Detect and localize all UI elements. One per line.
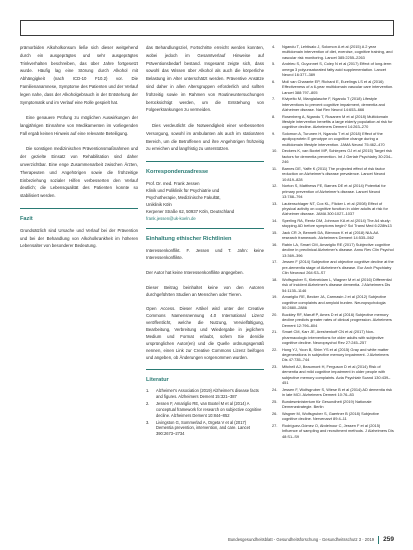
reference-item: 25. Bundesministerium für Gesundheit (2019) Nationale Demenzstrategie. Berlin: [272, 398, 372, 410]
reference-item: 5. Andrieu S, Guyonnet S, Coley N et al (2017) Effect of long-term omega 3 polyunsaturated fatty acid supplementation. Lancet Neurol 16:377–389: [272, 61, 392, 78]
paragraph: Eine genauere Prüfung zu möglichen Auswirkungen der langjährigen Einnahme von Medikamenten im vorliegenden Fall ergab keinen Hinweis auf eine relevante Beteiligung.: [20, 115, 138, 136]
page-number: 259: [378, 536, 394, 544]
ethics-line: Der Autor hat keine Interessenkonflikte angegeben.: [146, 269, 244, 275]
reference-item: 1. Alzheimer's Association (2019) Alzheimer's disease facts and figures. Alzheimers Dement 15:321–387: [146, 388, 259, 399]
reference-item: 15. Jack CR Jr, Bennett DA, Blennow K et al (2018) NIA-AA research framework. Alzheimers Dement 14:535–562: [272, 230, 379, 241]
address-line: Klinik und Poliklinik für Psychiatrie und: [146, 187, 220, 193]
ethics-block: [146, 247, 264, 361]
reference-item: 20. Buckley RF, Maruff P, Ames D et al (2016) Subjective memory decline predicts greater rates of clinical progression. Alzheimers Dement 12:796–804: [272, 311, 392, 328]
reference-item: 11. Barnes DE, Yaffe K (2011) The projected effect of risk factor reduction on Alzheimer's disease prevalence. Lancet Neurol 10:819–828: [272, 165, 386, 182]
section-title-ethics: Einhaltung ethischer Richtlinien: [146, 235, 232, 242]
reference-item: 27. Rodríguez-Gómez O, Abdelnour C, Jessen F et al (2015) Influence of sampling and recruitment methods. J Alzheimers Dis 48:S1–S9: [272, 422, 394, 439]
reference-item: 7. Kivipelto M, Mangialasche F, Ngandu T (2018) Lifestyle interventions to prevent cognitive impairment, dementia and Alzheimer disease. Nat Rev Neurol 14:653–666: [272, 96, 385, 113]
address-line: Psychotherapie, Medizinische Fakultät,: [146, 194, 221, 200]
paragraph: prämorbiden Alkoholkonsum ließe sich dieser weitgehend durch ein ausgeprägtes und sehr ausgeprägtes Trinkverhalten beschreiben, das über Jahre fortgesetzt wurde. Häufig lag eine Störung durch Alkohol mit Abhängigkeit (nach ICD-10 F10.2) vor. Die Familienanamnese, Symptome des Patienten und der Verlauf legen nahe, dass der Alkoholgebrauch in der Entstehung der Symptomatik und im Verlauf eine Rolle gespielt hat.: [20, 45, 138, 105]
page-footer: [228, 536, 394, 544]
reference-item: 14. Sperling RA, Rentz DM, Johnson KA et al (2014) The A4 study: stopping AD before symptoms begin? Sci Transl Med 6:228fs13: [272, 218, 392, 229]
reference-item: 6. Moll van Charante EP, Richard E, Eurelings LS et al (2016) Effectiveness of a 6-year multidomain vascular care intervention. Lancet 388:797–805: [272, 78, 394, 95]
address-line: Uniklinik Köln: [146, 201, 172, 207]
reference-item: 3. Livingston G, Sommerlad A, Orgeta V et al (2017) Dementia prevention, intervention, and care. Lancet 390:2673–2734: [146, 419, 250, 437]
journal-name: Bundesgesundheitsblatt - Gesundheitsforschung - Gesundheitsschutz 3 · 2019: [227, 537, 375, 542]
reference-item: 21. Smart CM, Karr JE, Areshenkoff CN et al (2017) Non-pharmacologic interventions for older adults with subjective cognitive decline. Neuropsychol Rev 27:245–257: [272, 329, 384, 345]
section-rule: [20, 208, 138, 209]
correspondence-address: [146, 180, 264, 222]
reference-item: 22. Hong YJ, Yoon B, Shim YS et al (2015) Gray and white matter degenerations in subjective memory impairment. J Alzheimers Dis 47:735–744: [272, 346, 389, 363]
email-link[interactable]: frank.jessen@uk-koeln.de: [146, 215, 196, 221]
reference-item: 2. Jessen F, Amariglio RE, van Boxtel M et al (2014) A conceptual framework for research on subjective cognitive decline. Alzheimers Dement 10:844–852: [146, 400, 262, 418]
section-rule: [146, 228, 264, 229]
reference-item: 23. Mitchell AJ, Beaumont H, Ferguson D et al (2014) Risk of dementia and mild cognitive impairment in older people with subjective memory complaints. Acta Psychiatr Scand 130:439–451: [272, 363, 391, 386]
section-title-fazit: Fazit: [20, 215, 33, 222]
reference-item: 18. Wolfsgruber S, Kleineidam L, Wagner M et al (2016) Differential risk of incident Alzheimer's disease dementia. J Alzheimers Dis 54:1135–1146: [272, 276, 392, 293]
reference-item: 4. Ngandu T, Lehtisalo J, Solomon A et al (2015) A 2 year multidomain intervention of diet, exercise, cognitive training, and vascular risk monitoring. Lancet 385:2255–2263: [272, 44, 393, 60]
address-line: Kerpener Straße 62, 50937 Köln, Deutschland: [146, 208, 235, 214]
reference-item: 13. Lautenschlager NT, Cox KL, Flicker L et al (2008) Effect of physical activity on cognitive function in older adults at risk for Alzheimer disease. JAMA 300:1027–1037: [272, 200, 388, 217]
reference-item: 24. Jessen F, Wolfsgruber S, Wiese B et al (2014) AD dementia risk in late MCI. Alzheimers Dement 10:76–83: [272, 386, 392, 398]
paragraph: das Behandlungsziel, Fortschritte erreicht werden konnten, wobei jedoch im Gesamtverlauf Hinweise auf Präventionsbedarf bestand. Insgesamt zeigte sich, dass sowohl das Wissen über Alkohol als auch die körperliche Belastung im Alter unterschätzt werden. Präventive Ansätze sind daher in allen Altersgruppen erforderlich und sollten frühzeitig sowie im Rahmen von Routineuntersuchungen berücksichtigt werden, um die Entstehung von Folgeerkrankungen zu vermeiden.: [146, 45, 264, 113]
paragraph: Grundsätzlich sind Ursache und Verlauf bei der Prävention und bei der Behandlung von Alkoholkrankheit im höheren Lebensalter von besonderer Bedeutung.: [20, 227, 138, 249]
reference-item: 26. Wagner M, Wolfsgruber S, Gaertner B (2018) Subjective cognitive decline. Nervenarzt 89:4–11: [272, 410, 380, 422]
ethics-line: Dieser Beitrag beinhaltet keine von den Autoren durchgeführten Studien an Menschen oder Tieren.: [146, 284, 264, 297]
reference-item: 9. Solomon A, Turunen H, Ngandu T et al (2018) Effect of the apolipoprotein E genotype on cognitive change during a multidomain lifestyle intervention. JAMA Neurol 75:462–470: [272, 131, 385, 147]
section-rule: [146, 369, 264, 370]
section-title-literature: Literatur: [146, 377, 169, 384]
literature-list: [146, 388, 264, 437]
paragraph: Die sonstigen medizinischen Präventionsmaßnahmen und der gezielte Einsatz von Rehabilitation sind daher unverzichtbar. Eine enge Zusammenarbeit zwischen Ärzten, Therapeuten und Angehörigen sowie die frühzeitige Einbeziehung sozialer Hilfen verbesserten den Verlauf deutlich; die Lebensqualität des Patienten konnte so stabilisiert werden.: [20, 146, 138, 199]
header-bar: [20, 20, 394, 36]
section-title-contact: Korrespondenzadresse: [146, 168, 209, 175]
reference-item: 16. Rabin LA, Smart CM, Amariglio RE (2017) Subjective cognitive decline in preclinical Alzheimer's disease. Annu Rev Clin Psychol 13:369–396: [272, 242, 394, 258]
ethics-line: Open Access. Dieser Artikel wird unter der Creative Commons Namensnennung 4.0 International Lizenz veröffentlicht, welche die Nutzung, Vervielfältigung, Bearbeitung, Verbreitung und Wiedergabe in jeglichem Medium und Format erlaubt, sofern Sie den/die ursprünglichen Autor(en) und die Quelle ordnungsgemäß nennen, einen Link zur Creative Commons Lizenz beifügen und angeben, ob Änderungen vorgenommen wurden.: [146, 306, 264, 361]
reference-item: 12. Norton S, Matthews FE, Barnes DE et al (2014) Potential for primary prevention of Alzheimer's disease. Lancet Neurol 13:788–794: [272, 183, 386, 200]
text-column-1: [20, 44, 138, 258]
reference-item: 19. Amariglio RE, Becker JA, Carmasin J et al (2012) Subjective cognitive complaints and amyloid burden. Neuropsychologia 50:2880–2886: [272, 294, 387, 311]
references-column: [272, 44, 394, 440]
paragraph: Dies verdeutlicht die Notwendigkeit einer verbesserten Versorgung, sowohl im ambulanten als auch im stationären Bereich, um die Betroffenen und ihre Angehörigen frühzeitig zu erreichen und langfristig zu unterstützen.: [146, 122, 264, 152]
address-line: Prof. Dr. med. Frank Jessen: [146, 180, 200, 186]
reference-item: 8. Rosenberg A, Ngandu T, Rusanen M et al (2018) Multidomain lifestyle intervention benefits a large elderly population at risk for cognitive decline. Alzheimers Dement 14:263–270: [272, 113, 393, 130]
reference-item: 17. Jessen F (2014) Subjective and objective cognitive decline at the pre-dementia stage of Alzheimer's disease. Eur Arch Psychiatry Clin Neurosci 264:S3–S7: [272, 259, 394, 276]
reference-item: 10. Deckers K, van Boxtel MP, Schiepers OJ et al (2015) Target risk factors for dementia prevention. Int J Geriatr Psychiatry 30:234–246: [272, 148, 393, 165]
text-column-2: [146, 44, 264, 438]
ethics-line: Interessenkonflikt. F. Jessen und T. Jahn: keine Interessenkonflikte.: [146, 247, 264, 260]
section-rule: [146, 161, 264, 162]
